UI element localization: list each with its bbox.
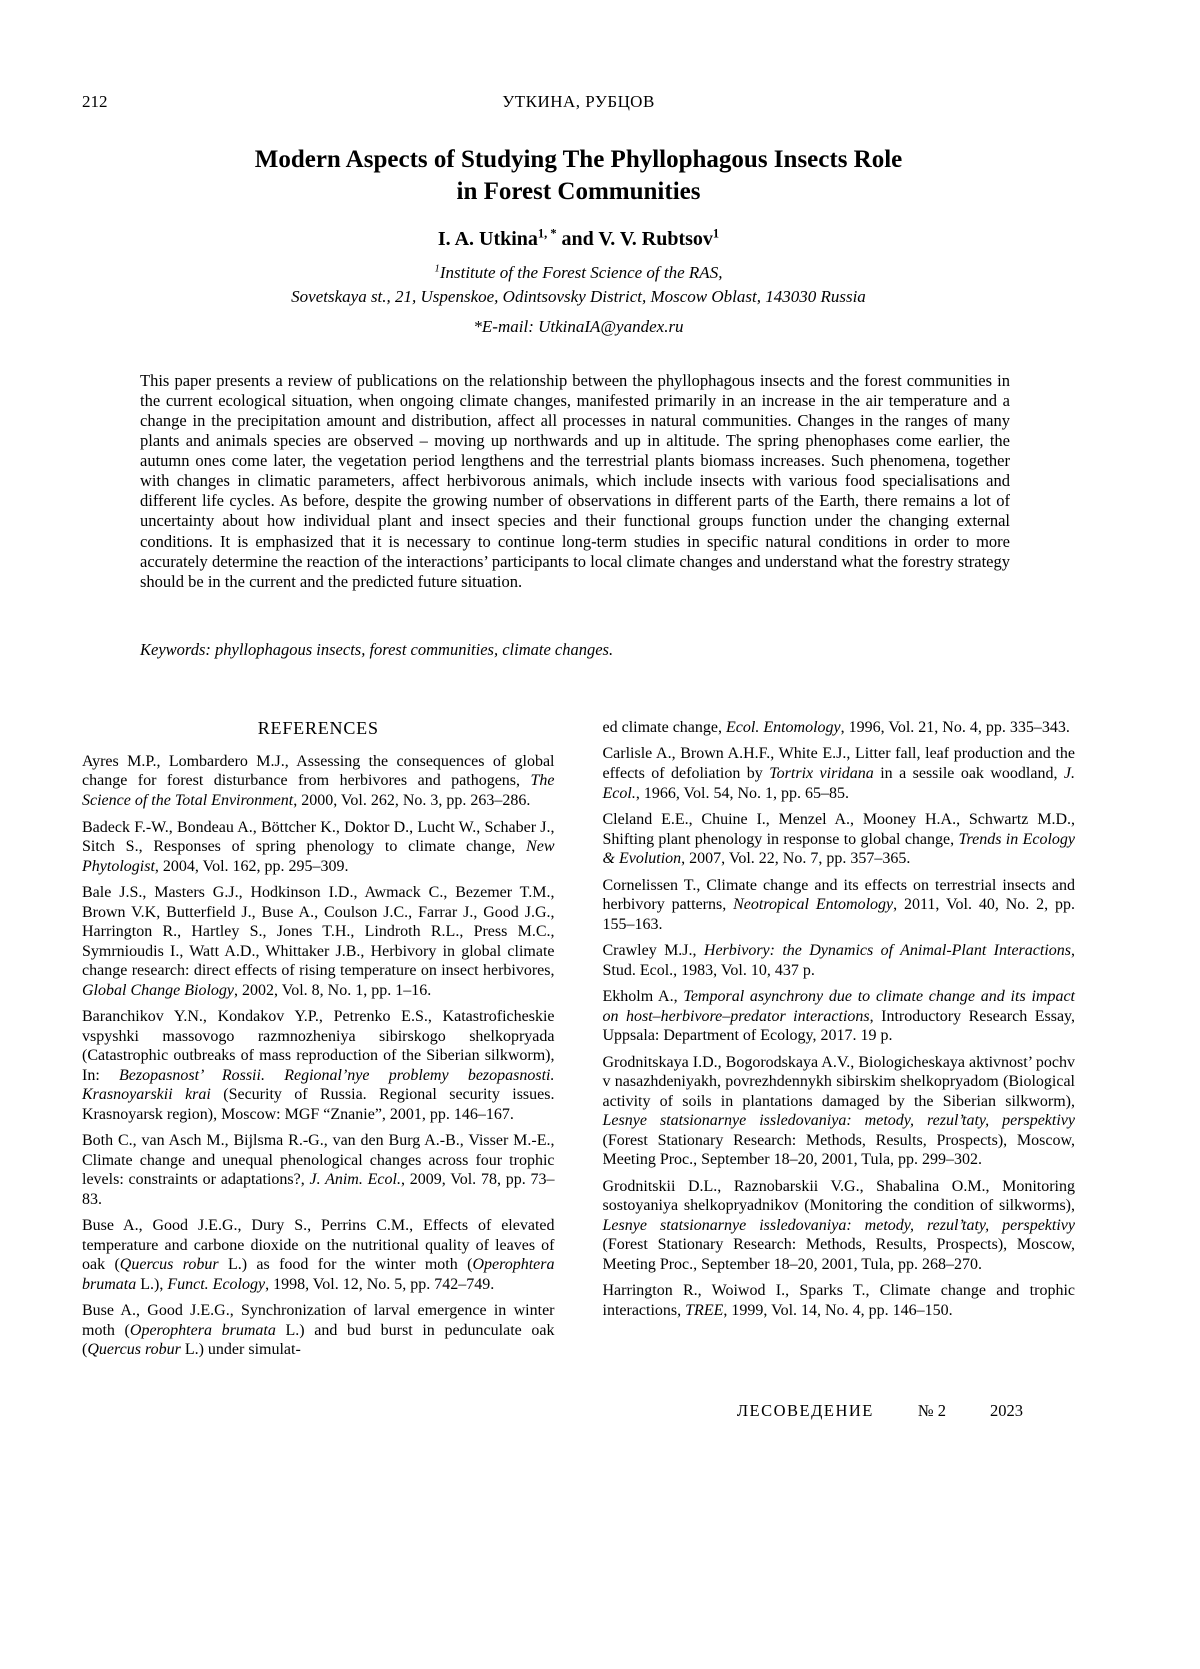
footer-journal-name: ЛЕСОВЕДЕНИЕ: [736, 1400, 874, 1420]
affiliation: [82, 261, 1075, 309]
references-right-list: [603, 718, 1076, 1320]
affiliation-line1: $^1$Institute of the Forest Science of the RAS,: [434, 263, 723, 282]
references-left-list: [82, 752, 555, 1360]
page-header: [82, 92, 1075, 116]
footer-year: 2023: [990, 1400, 1023, 1420]
article-title-line2: in Forest Communities: [456, 178, 701, 205]
article-title-line1: Modern Aspects of Studying The Phyllophagous Insects Role: [254, 146, 903, 173]
affiliation-line2: Sovetskaya st., 21, Uspenskoe, Odintsovsky District, Moscow Oblast, 143030 Russia: [291, 286, 866, 306]
abstract-text: This paper presents a review of publications on the relationship between the phyllophagous insects and the forest communities in the current ecological situation, when ongoing climate changes, manifested primarily in an increase in the air temperature and a change in the precipitation amount and distribution, affect all processes in natural communities. Changes in the ranges of many plants and animals species are observed – moving up northwards and up in altitude. The spring phenophases come earlier, the autumn ones come later, the vegetation period lengthens and the terrestrial plants biomass increases. Such phenomena, together with changes in climatic parameters, affect herbivorous animals, which include insects with various food specialisations and different life cycles. As before, despite the growing number of observations in different parts of the Earth, there remains a lot of uncertainty about how individual plant and insect species and their functional groups function under the changing external conditions. It is emphasized that it is necessary to continue long-term studies in specific natural conditions in order to more accurately determine the reaction of the interactions’ participants to local climate changes and understand what the forestry strategy should be in the current and the predicted future situation.: [140, 370, 1010, 591]
email-text: *E-mail: UtkinaIA@yandex.ru: [473, 316, 684, 336]
reference-item: Grodnitskaya I.D., Bogorodskaya A.V., Biologicheskaya aktivnost’ pochv v nasazhdeniyakh, povrezhdennykh sibirskim shelkopryadom (Biological activity of soils in plantations damaged by the Siberian silkworm), Lesnye statsionarnye issledovaniya: metody, rezul’taty, perspektivy (Forest Stationary Research: Methods, Results, Prospects), Moscow, Meeting Proc., September 18–20, 2001, Tula, pp. 299–302.: [602, 1053, 1075, 1169]
references-left-column: [82, 718, 555, 1367]
references-section: [82, 718, 1075, 1367]
reference-item: ed climate change, Ecol. Entomology, 1996, Vol. 21, No. 4, pp. 335–343.: [602, 718, 1070, 736]
reference-item: Ekholm A., Temporal asynchrony due to climate change and its impact on host–herbivore–predator interactions, Introductory Research Essay, Uppsala: Department of Ecology, 2017. 19 p.: [602, 988, 1076, 1045]
reference-item: Both C., van Asch M., Bijlsma R.-G., van den Burg A.-B., Visser M.-E., Climate change and unequal phenological changes across four trophic levels: constraints or adaptations?, J. Anim. Ecol., 2009, Vol. 78, pp. 73–83.: [82, 1132, 555, 1208]
reference-item: Crawley M.J., Herbivory: the Dynamics of Animal-Plant Interactions, Stud. Ecol., 1983, Vol. 10, 437 p.: [602, 942, 1076, 979]
page-number: 212: [82, 92, 108, 111]
reference-item: Buse A., Good J.E.G., Synchronization of larval emergence in winter moth (Operophtera brumata L.) and bud burst in pedunculate oak (Quercus robur L.) under simulat-: [82, 1302, 555, 1359]
reference-item: Buse A., Good J.E.G., Dury S., Perrins C.M., Effects of elevated temperature and carbone dioxide on the nutritional quality of leaves of oak (Quercus robur L.) as food for the winter moth (Operophtera brumata L.), Funct. Ecology, 1998, Vol. 12, No. 5, pp. 742–749.: [82, 1217, 555, 1293]
reference-item: Badeck F.-W., Bondeau A., Böttcher K., Doktor D., Lucht W., Schaber J., Sitch S., Responses of spring phenology to climate change, New Phytologist, 2004, Vol. 162, pp. 295–309.: [82, 818, 555, 875]
article-title: [82, 144, 1075, 208]
reference-item: Carlisle A., Brown A.H.F., White E.J., Litter fall, leaf production and the effects of defoliation by Tortrix viridana in a sessile oak woodland, J. Ecol., 1966, Vol. 54, No. 1, pp. 65–85.: [602, 745, 1076, 802]
footer-issue: № 2: [917, 1400, 946, 1420]
reference-item: Cornelissen T., Climate change and its effects on terrestrial insects and herbivory patterns, Neotropical Entomology, 2011, Vol. 40, No. 2, pp. 155–163.: [602, 876, 1076, 933]
reference-item: Cleland E.E., Chuine I., Menzel A., Mooney H.A., Schwartz M.D., Shifting plant phenology in response to global change, Trends in Ecology & Evolution, 2007, Vol. 22, No. 7, pp. 357–365.: [602, 811, 1076, 868]
reference-item: Ayres M.P., Lombardero M.J., Assessing the consequences of global change for forest disturbance from herbivores and pathogens, The Science of the Total Environment, 2000, Vol. 262, No. 3, pp. 263–286.: [82, 752, 555, 809]
running-head: УТКИНА, РУБЦОВ: [502, 92, 655, 111]
page-footer: [82, 1401, 1075, 1421]
reference-item: Harrington R., Woiwod I., Sparks T., Climate change and trophic interactions, TREE, 1999, Vol. 14, No. 4, pp. 146–150.: [602, 1282, 1075, 1319]
reference-item: Baranchikov Y.N., Kondakov Y.P., Petrenko E.S., Katastroficheskie vspyshki massovogo razmnozheniya sibirskogo shelkopryada (Catastrophic outbreaks of mass reproduction of the Siberian silkworm), In: Bezopasnost’ Rossii. Regional’nye problemy bezopasnosti. Krasnoyarskii krai (Security of Russia. Regional security issues. Krasnoyarsk region), Moscow: MGF “Znanie”, 2001, pp. 146–167.: [82, 1008, 555, 1123]
references-heading: REFERENCES: [257, 717, 379, 738]
references-right-column: [603, 718, 1076, 1367]
reference-item: Grodnitskii D.L., Raznobarskii V.G., Shabalina O.M., Monitoring sostoyaniya shelkopryadnikov (Monitoring the condition of silkworms), Lesnye statsionarnye issledovaniya: metody, rezul’taty, perspektivy (Forest Stationary Research: Methods, Results, Prospects), Moscow, Meeting Proc., September 18–20, 2001, Tula, pp. 268–270.: [602, 1177, 1075, 1273]
authors-line: I. A. Utkina$^{1, *}$ and V. V. Rubtsov$^1$: [437, 226, 720, 250]
reference-item: Bale J.S., Masters G.J., Hodkinson I.D., Awmack C., Bezemer T.M., Brown V.K, Butterfield J., Buse A., Coulson J.C., Farrar J., Good J.G., Harrington R., Hartley S., Jones T.H., Lindroth R.L., Press M.C., Symrnioudis I., Watt A.D., Whittaker J.B., Herbivory in global climate change research: direct effects of rising temperature on insect herbivores, Global Change Biology, 2002, Vol. 8, No. 1, pp. 1–16.: [82, 884, 555, 999]
keywords-line: Keywords: phyllophagous insects, forest communities, climate changes.: [140, 639, 614, 659]
